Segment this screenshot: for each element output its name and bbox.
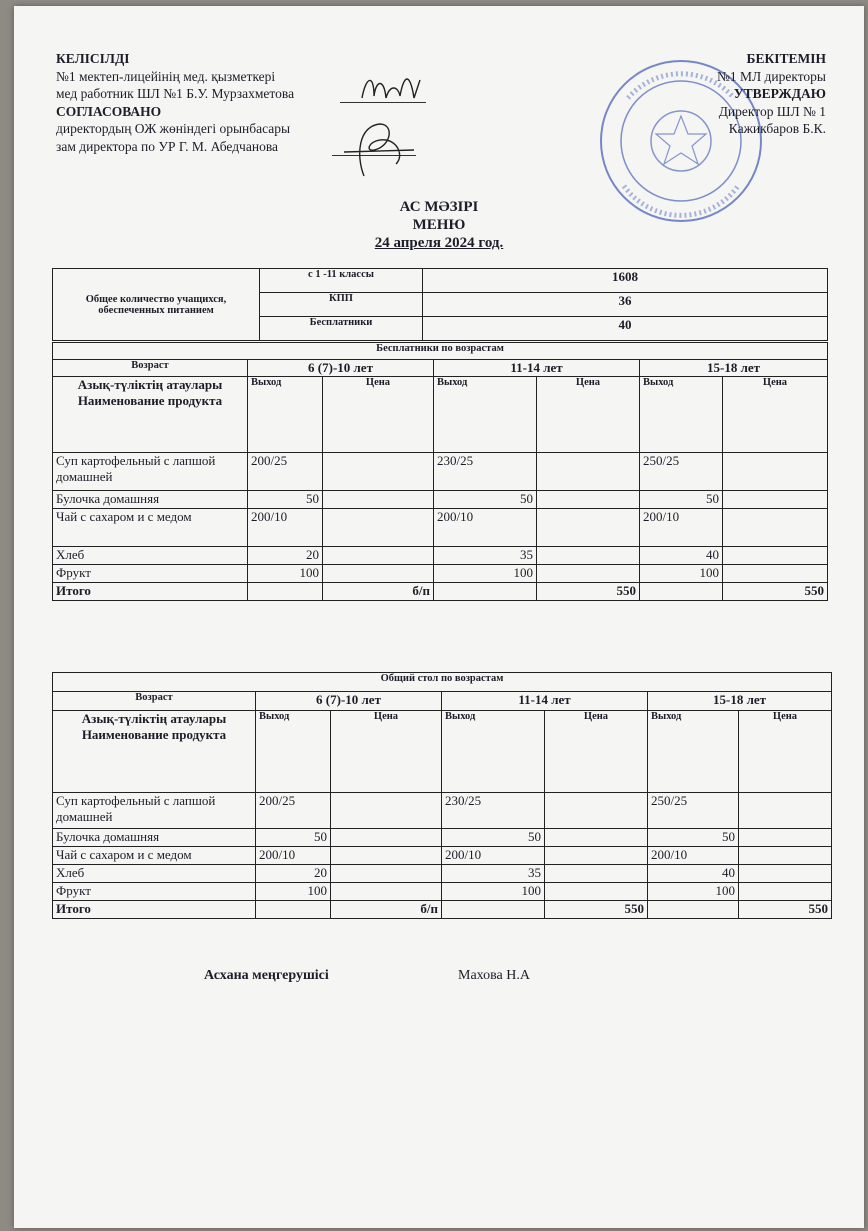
director-ru: Директор ШЛ № 1 bbox=[718, 103, 826, 119]
total-value: б/п bbox=[331, 901, 442, 919]
table-row bbox=[53, 453, 828, 491]
price-header: Цена bbox=[331, 711, 442, 793]
product-name: Суп картофельный с лапшой домашней bbox=[53, 793, 256, 829]
table-row bbox=[53, 565, 828, 583]
output-header: Выход bbox=[648, 711, 739, 793]
product-name: Хлеб bbox=[53, 865, 256, 883]
total-value: 550 bbox=[537, 583, 640, 601]
total-value: 550 bbox=[723, 583, 828, 601]
product-header: Азық-түліктің атаулары Наименование продукта bbox=[53, 711, 256, 793]
output-value: 100 bbox=[256, 883, 331, 901]
output-value: 40 bbox=[648, 865, 739, 883]
general-table bbox=[52, 672, 832, 919]
age-group: 11-14 лет bbox=[442, 692, 648, 711]
age-group: 6 (7)-10 лет bbox=[248, 360, 434, 377]
table-row bbox=[53, 829, 832, 847]
output-value: 50 bbox=[640, 491, 723, 509]
agreed-ru-label: СОГЛАСОВАНО bbox=[56, 103, 162, 119]
price-header: Цена bbox=[545, 711, 648, 793]
output-value: 200/10 bbox=[434, 509, 537, 547]
table-row bbox=[53, 491, 828, 509]
director-name: Кажикбаров Б.К. bbox=[728, 121, 826, 136]
output-header: Выход bbox=[442, 711, 545, 793]
product-name: Булочка домашняя bbox=[53, 829, 256, 847]
product-name: Суп картофельный с лапшой домашней bbox=[53, 453, 248, 491]
output-value: 230/25 bbox=[434, 453, 537, 491]
price-header: Цена bbox=[537, 377, 640, 453]
output-header: Выход bbox=[434, 377, 537, 453]
free-meals-table bbox=[52, 342, 828, 601]
canteen-manager-name: Махова Н.А bbox=[458, 968, 530, 983]
table-row bbox=[53, 883, 832, 901]
table-title: Общий стол по возрастам bbox=[53, 673, 832, 692]
approve-ru-label: УТВЕРЖДАЮ bbox=[733, 86, 826, 101]
signature-deputy bbox=[334, 116, 424, 186]
table-row bbox=[53, 847, 832, 865]
output-value: 20 bbox=[248, 547, 323, 565]
approval-block-right bbox=[566, 50, 826, 138]
output-value: 250/25 bbox=[648, 793, 739, 829]
output-value: 200/10 bbox=[640, 509, 723, 547]
summary-table bbox=[52, 268, 828, 341]
age-label: Возраст bbox=[53, 692, 256, 711]
output-value: 35 bbox=[434, 547, 537, 565]
table-row bbox=[53, 509, 828, 547]
price-header: Цена bbox=[739, 711, 832, 793]
summary-row-value: 1608 bbox=[423, 269, 828, 293]
price-header: Цена bbox=[723, 377, 828, 453]
menu-date: 24 апреля 2024 год. bbox=[374, 235, 504, 251]
total-label: Итого bbox=[53, 583, 248, 601]
summary-row-name: Бесплатники bbox=[260, 317, 423, 341]
output-value: 200/25 bbox=[256, 793, 331, 829]
age-group: 6 (7)-10 лет bbox=[256, 692, 442, 711]
output-value: 100 bbox=[442, 883, 545, 901]
output-value: 200/10 bbox=[256, 847, 331, 865]
product-name: Фрукт bbox=[53, 565, 248, 583]
summary-row-name: КПП bbox=[260, 293, 423, 317]
director-kz: №1 МЛ директоры bbox=[716, 68, 826, 84]
product-name: Булочка домашняя bbox=[53, 491, 248, 509]
menu-title-kz: АС МӘЗІРІ bbox=[399, 199, 479, 215]
output-value: 200/10 bbox=[248, 509, 323, 547]
table-title: Бесплатники по возрастам bbox=[53, 343, 828, 360]
approve-kz-label: БЕКІТЕМІН bbox=[746, 51, 826, 66]
table-row bbox=[53, 547, 828, 565]
output-value: 230/25 bbox=[442, 793, 545, 829]
total-value: 550 bbox=[739, 901, 832, 919]
document-page bbox=[14, 6, 864, 1228]
total-row bbox=[53, 583, 828, 601]
summary-row-value: 36 bbox=[423, 293, 828, 317]
output-value: 50 bbox=[434, 491, 537, 509]
age-label: Возраст bbox=[53, 360, 248, 377]
canteen-manager-label: Асхана меңгерушісі bbox=[204, 968, 329, 983]
output-value: 100 bbox=[434, 565, 537, 583]
output-header: Выход bbox=[256, 711, 331, 793]
output-value: 100 bbox=[640, 565, 723, 583]
total-label: Итого bbox=[53, 901, 256, 919]
total-value: 550 bbox=[545, 901, 648, 919]
product-name: Фрукт bbox=[53, 883, 256, 901]
age-group: 15-18 лет bbox=[640, 360, 828, 377]
output-value: 40 bbox=[640, 547, 723, 565]
total-row bbox=[53, 901, 832, 919]
price-header: Цена bbox=[323, 377, 434, 453]
deputy-ru: зам директора по УР Г. М. Абедчанова bbox=[56, 138, 279, 154]
output-value: 200/25 bbox=[248, 453, 323, 491]
output-value: 50 bbox=[248, 491, 323, 509]
age-group: 11-14 лет bbox=[434, 360, 640, 377]
output-value: 50 bbox=[442, 829, 545, 847]
summary-label: Общее количество учащихся, обеспеченных питанием bbox=[53, 269, 260, 341]
table-row bbox=[53, 793, 832, 829]
output-value: 50 bbox=[648, 829, 739, 847]
table-row bbox=[53, 865, 832, 883]
output-header: Выход bbox=[248, 377, 323, 453]
output-value: 20 bbox=[256, 865, 331, 883]
age-group: 15-18 лет bbox=[648, 692, 832, 711]
menu-title-ru: МЕНЮ bbox=[412, 217, 466, 233]
total-value: б/п bbox=[323, 583, 434, 601]
output-value: 100 bbox=[648, 883, 739, 901]
output-value: 200/10 bbox=[442, 847, 545, 865]
signature-med-worker bbox=[354, 68, 434, 108]
output-value: 100 bbox=[248, 565, 323, 583]
summary-row-name: с 1 -11 классы bbox=[260, 269, 423, 293]
output-value: 50 bbox=[256, 829, 331, 847]
product-header: Азық-түліктің атаулары Наименование продукта bbox=[53, 377, 248, 453]
output-header: Выход bbox=[640, 377, 723, 453]
agreed-kz-label: КЕЛІСІЛДІ bbox=[56, 51, 130, 66]
output-value: 250/25 bbox=[640, 453, 723, 491]
med-worker-ru: мед работник ШЛ №1 Б.У. Мурзахметова bbox=[56, 86, 295, 101]
deputy-kz: директордың ОЖ жөніндегі орынбасары bbox=[56, 121, 291, 136]
product-name: Чай с сахаром и с медом bbox=[53, 847, 256, 865]
output-value: 35 bbox=[442, 865, 545, 883]
product-name: Чай с сахаром и с медом bbox=[53, 509, 248, 547]
product-name: Хлеб bbox=[53, 547, 248, 565]
summary-row-value: 40 bbox=[423, 317, 828, 341]
med-worker-kz: №1 мектеп-лицейінің мед. қызметкері bbox=[56, 68, 276, 84]
output-value: 200/10 bbox=[648, 847, 739, 865]
